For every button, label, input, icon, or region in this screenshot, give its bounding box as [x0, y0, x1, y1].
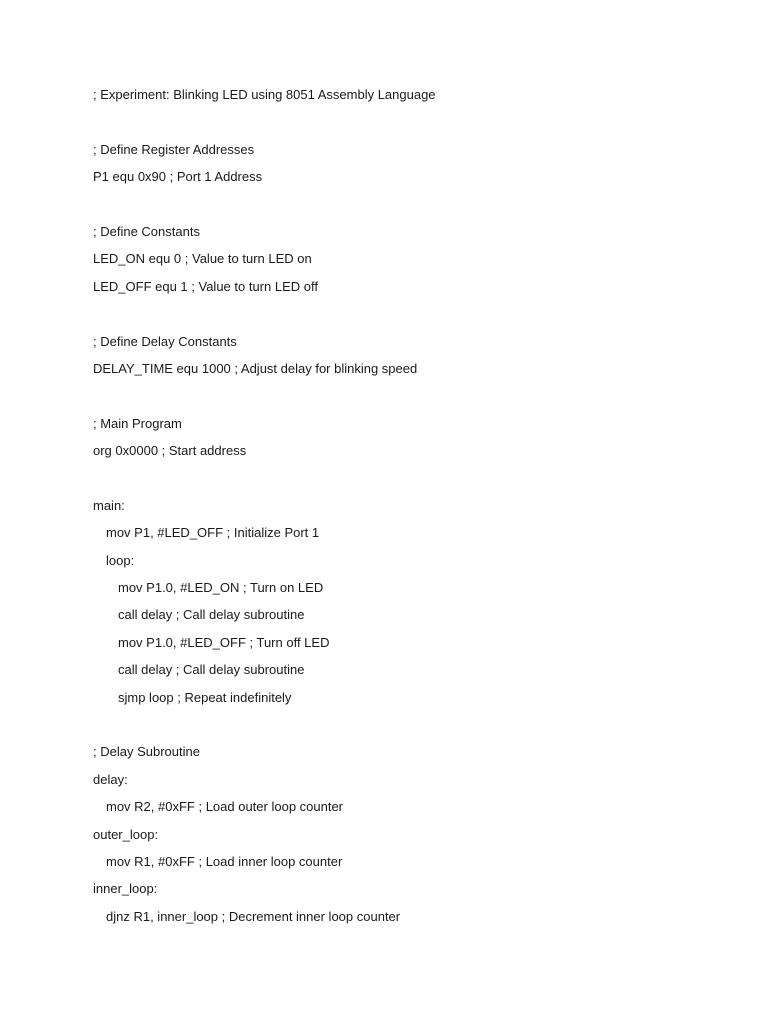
code-comment-line: ; Define Constants: [93, 223, 200, 239]
code-line: mov P1.0, #LED_ON ; Turn on LED: [118, 580, 324, 596]
code-line: LED_OFF equ 1 ; Value to turn LED off: [93, 278, 318, 294]
code-label-line: delay:: [93, 771, 128, 787]
code-line: call delay ; Call delay subroutine: [118, 607, 305, 623]
code-line: org 0x0000 ; Start address: [93, 443, 247, 459]
code-label-line: loop:: [106, 552, 135, 568]
code-line: mov P1, #LED_OFF ; Initialize Port 1: [106, 525, 320, 541]
code-line: mov R1, #0xFF ; Load inner loop counter: [106, 853, 343, 869]
blank-line: [93, 386, 733, 413]
code-label-line: outer_loop:: [93, 826, 159, 842]
code-line: djnz R1, inner_loop ; Decrement inner loop counter: [106, 908, 401, 924]
code-comment-line: ; Experiment: Blinking LED using 8051 Assembly Language: [93, 87, 436, 102]
code-listing: [93, 85, 733, 934]
blank-line: [93, 304, 733, 331]
code-label-line: main:: [93, 497, 125, 513]
code-line: mov R2, #0xFF ; Load outer loop counter: [106, 799, 344, 815]
blank-line: [93, 468, 733, 495]
code-line: P1 equ 0x90 ; Port 1 Address: [93, 169, 263, 185]
code-comment-line: ; Define Delay Constants: [93, 333, 237, 349]
blank-line: [93, 112, 733, 139]
code-line: LED_ON equ 0 ; Value to turn LED on: [93, 251, 312, 267]
code-comment-line: ; Define Register Addresses: [93, 141, 255, 157]
code-line: DELAY_TIME equ 1000 ; Adjust delay for blinking speed: [93, 360, 418, 376]
code-comment-line: ; Main Program: [93, 415, 182, 431]
blank-line: [93, 715, 733, 742]
code-line: call delay ; Call delay subroutine: [118, 662, 305, 678]
code-label-line: inner_loop:: [93, 881, 158, 897]
blank-line: [93, 195, 733, 222]
code-line: sjmp loop ; Repeat indefinitely: [118, 689, 292, 705]
code-line: mov P1.0, #LED_OFF ; Turn off LED: [118, 634, 330, 650]
code-comment-line: ; Delay Subroutine: [93, 744, 200, 760]
